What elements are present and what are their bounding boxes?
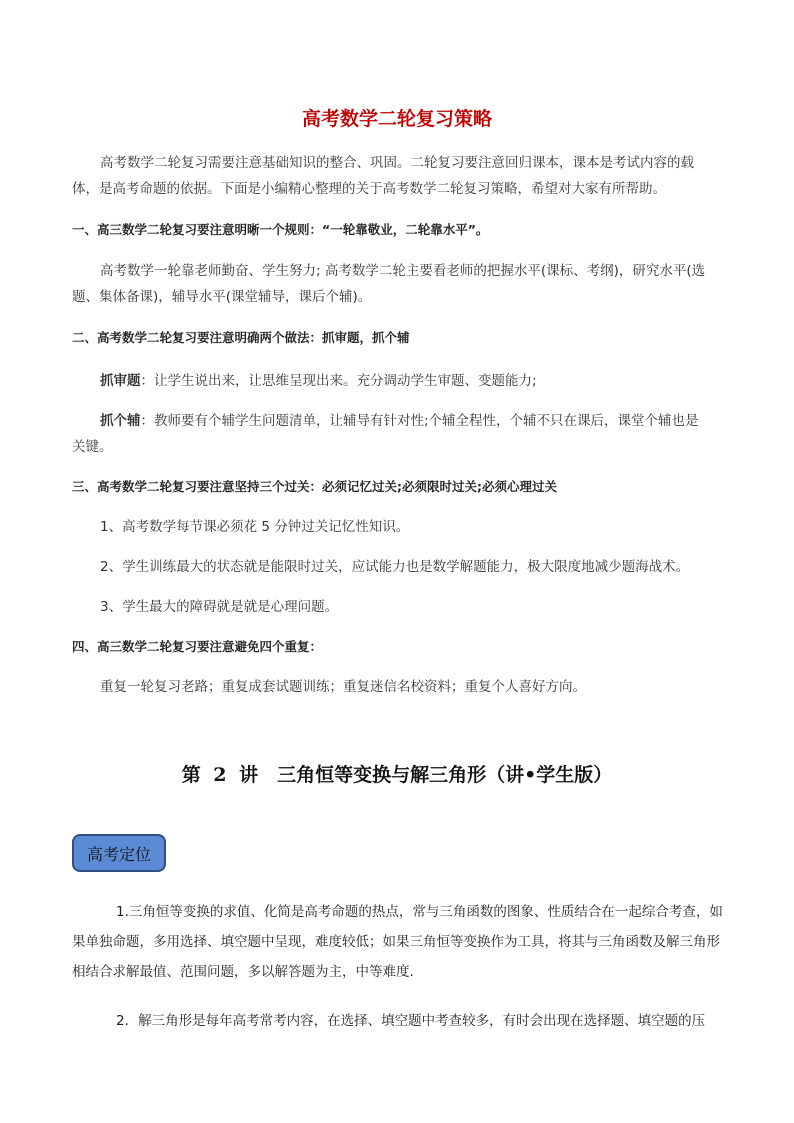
section-2-heading: 二、高考数学二轮复习要注意明确两个做法：抓审题，抓个辅	[72, 330, 410, 345]
section-3-heading: 三、高考数学二轮复习要注意坚持三个过关：必须记忆过关;必须限时过关;必须心理过关	[72, 479, 557, 494]
lecture-title: 第 2 讲 三角恒等变换与解三角形（讲•学生版）	[181, 764, 613, 786]
intro-paragraph: 高考数学二轮复习需要注意基础知识的整合、巩固。二轮复习要注意回归课本，课本是考试内容的载体，是高考命题的依据。下面是小编精心整理的关于高考数学二轮复习策略，希望对大家有所帮助。	[72, 155, 694, 197]
positioning-paragraph-1: 1.三角恒等变换的求值、化简是高考命题的热点，常与三角函数的图象、性质结合在一起综合考查，如果单独命题，多用选择、填空题中呈现，难度较低；如果三角恒等变换作为工具，将其与三角函数及解三角形相结合求解最值、范围问题，多以解答题为主，中等难度.	[72, 904, 723, 980]
section-4-body: 重复一轮复习老路；重复成套试题训练；重复迷信名校资料；重复个人喜好方向。	[100, 679, 586, 695]
section-1-body: 高考数学一轮靠老师勤奋、学生努力; 高考数学二轮主要看老师的把握水平(课标、考纲)，研究水平(选题、集体备课)，辅导水平(课堂辅导，课后个辅)。	[72, 263, 706, 305]
section-3-item-3: 3、学生最大的障碍就是就是心理问题。	[100, 599, 339, 615]
item-text: ：教师要有个辅学生问题清单，让辅导有针对性;个辅全程性，个辅不只在课后，课堂个辅也是关键。	[72, 413, 699, 455]
section-2-item-1	[72, 368, 712, 394]
positioning-paragraph-2: 2．解三角形是每年高考常考内容，在选择、填空题中考查较多，有时会出现在选择题、填空题的压	[116, 1013, 706, 1029]
item-lead: 抓审题	[100, 373, 141, 389]
section-3-item-1: 1、高考数学每节课必须花 5 分钟过关记忆性知识。	[100, 519, 410, 535]
item-lead: 抓个辅	[100, 413, 141, 429]
section-3-item-2: 2、学生训练最大的状态就是能限时过关，应试能力也是数学解题能力，极大限度地减少题海战术。	[100, 559, 690, 575]
exam-positioning-badge: 高考定位	[72, 834, 166, 872]
document-title: 高考数学二轮复习策略	[301, 108, 492, 130]
item-text: ：让学生说出来，让思维呈现出来。充分调动学生审题、变题能力;	[140, 373, 537, 389]
section-4-heading: 四、高三数学二轮复习要注意避免四个重复：	[72, 639, 323, 654]
section-1-heading: 一、高三数学二轮复习要注意明晰一个规则：“一轮靠敬业，二轮靠水平”。	[72, 222, 489, 237]
section-2-item-2	[72, 408, 712, 460]
